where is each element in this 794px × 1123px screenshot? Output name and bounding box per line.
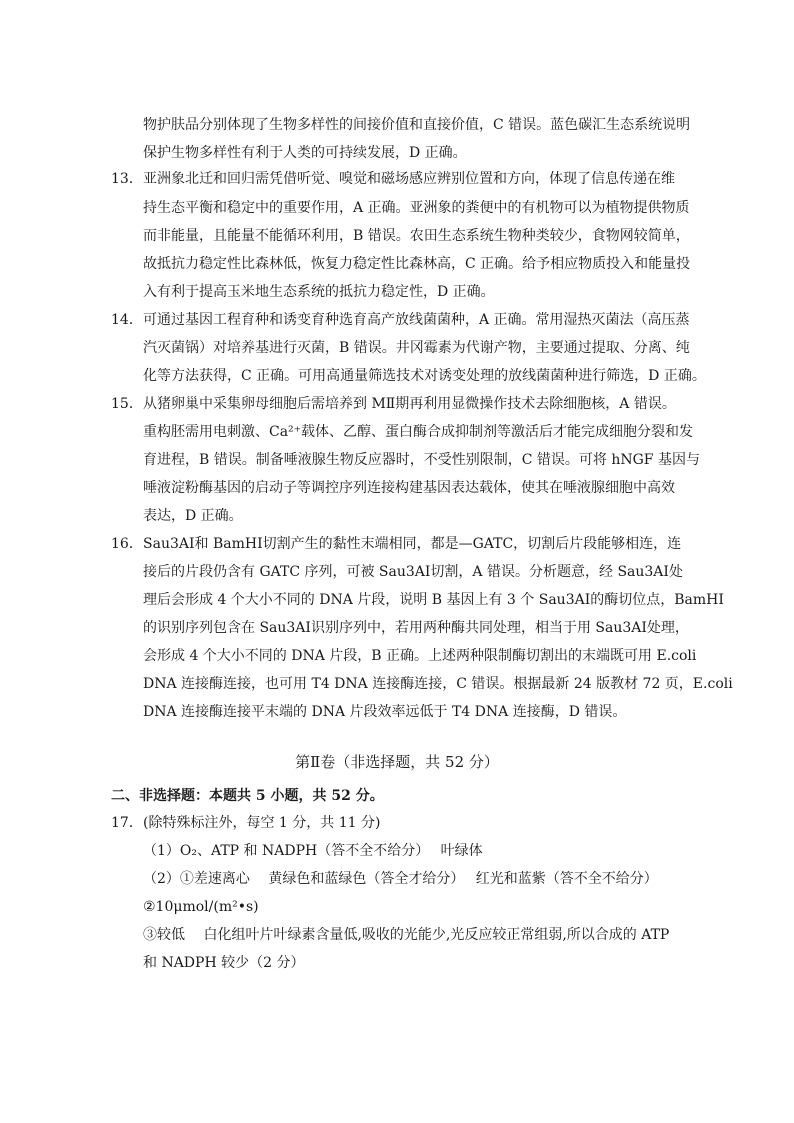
text-line: 从猪卵巢中采集卵母细胞后需培养到 MⅡ期再利用显微操作技术去除细胞核，A 错误。 (143, 396, 676, 412)
section-heading: 二、非选择题：本题共 5 小题，共 52 分。 (111, 788, 384, 804)
question-number-15: 15． (111, 396, 143, 412)
text-line: 育进程，B 错误。制备唾液腺生物反应器时，不受性别限制，C 错误。可将 hNGF 基因与 (143, 452, 700, 468)
question-number-14: 14． (111, 312, 143, 328)
text-line: 的识别序列包含在 Sau3AⅠ识别序列中，若用两种酶共同处理，相当于用 Sau3AⅠ处理， (143, 620, 689, 636)
question-intro: (除特殊标注外，每空 1 分，共 11 分) (143, 815, 381, 831)
answer-line: （2）①差速离心 黄绿色和蓝绿色（答全才给分） 红光和蓝紫（答不全不给分） (143, 871, 658, 887)
text-line: 理后会形成 4 个大小不同的 DNA 片段，说明 B 基因上有 3 个 Sau3AⅠ的酶切位点，BamHⅠ (143, 592, 724, 608)
question-number-13: 13． (111, 171, 143, 187)
question-number-17: 17． (111, 815, 143, 831)
text-line: DNA 连接酶连接，也可用 T4 DNA 连接酶连接，C 错误。根据最新 24 版教材 72 页，E.coli (143, 676, 733, 692)
text-line: 重构胚需用电刺激、Ca²⁺载体、乙醇、蛋白酶合成抑制剂等激活后才能完成细胞分裂和发 (143, 424, 694, 440)
text-line: 入有利于提高玉米地生态系统的抵抗力稳定性，D 正确。 (143, 284, 495, 300)
text-line: 物护肤品分别体现了生物多样性的间接价值和直接价值，C 错误。蓝色碳汇生态系统说明 (143, 117, 691, 133)
text-line: DNA 连接酶连接平末端的 DNA 片段效率远低于 T4 DNA 连接酶，D 错误。 (143, 704, 627, 720)
text-line: 亚洲象北迁和回归需凭借听觉、嗅觉和磁场感应辨别位置和方向，体现了信息传递在维 (143, 171, 675, 187)
text-line: 而非能量，且能量不能循环利用，B 错误。农田生态系统生物种类较少，食物网较简单， (143, 228, 690, 244)
text-line: 保护生物多样性有利于人类的可持续发展，D 正确。 (143, 145, 467, 161)
text-line: 表达，D 正确。 (143, 508, 243, 524)
text-line: 故抵抗力稳定性比森林低，恢复力稳定性比森林高，C 正确。给予相应物质投入和能量投 (143, 256, 691, 272)
text-line: 持生态平衡和稳定中的重要作用，A 正确。亚洲象的粪便中的有机物可以为植物提供物质 (143, 200, 690, 216)
text-line: 汽灭菌锅）对培养基进行灭菌，B 错误。井冈霉素为代谢产物，主要通过提取、分离、纯 (143, 340, 690, 356)
text-line: 可通过基因工程育种和诱变育种选育高产放线菌菌种，A 正确。常用湿热灭菌法（高压蒸 (143, 312, 690, 328)
text-line: 接后的片段仍含有 GATC 序列，可被 Sau3AⅠ切割，A 错误。分析题意，经 Sau3AⅠ处 (143, 564, 683, 580)
answer-line: ②10μmol/(m²•s) (143, 899, 259, 915)
text-line: 会形成 4 个大小不同的 DNA 片段，B 正确。上述两种限制酶切割出的末端既可用 E.coli (143, 648, 697, 664)
answer-line: （1）O₂、ATP 和 NADPH（答不全不给分） 叶绿体 (143, 843, 483, 859)
text-line: 唾液淀粉酶基因的启动子等调控序列连接构建基因表达载体，使其在唾液腺细胞中高效 (143, 480, 675, 496)
text-line: Sau3AⅠ和 BamHⅠ切割产生的黏性末端相同，都是—GATC，切割后片段能够相连，连 (143, 536, 682, 552)
section-title: 第Ⅱ卷（非选择题，共 52 分） (295, 753, 499, 771)
question-number-16: 16． (111, 536, 143, 552)
answer-line: 和 NADPH 较少（2 分） (143, 955, 305, 971)
text-line: 化等方法获得，C 正确。可用高通量筛选技术对诱变处理的放线菌菌种进行筛选，D 正确。 (143, 368, 706, 384)
answer-line: ③较低 白化组叶片叶绿素含量低,吸收的光能少,光反应较正常组弱,所以合成的 ATP (143, 927, 670, 943)
